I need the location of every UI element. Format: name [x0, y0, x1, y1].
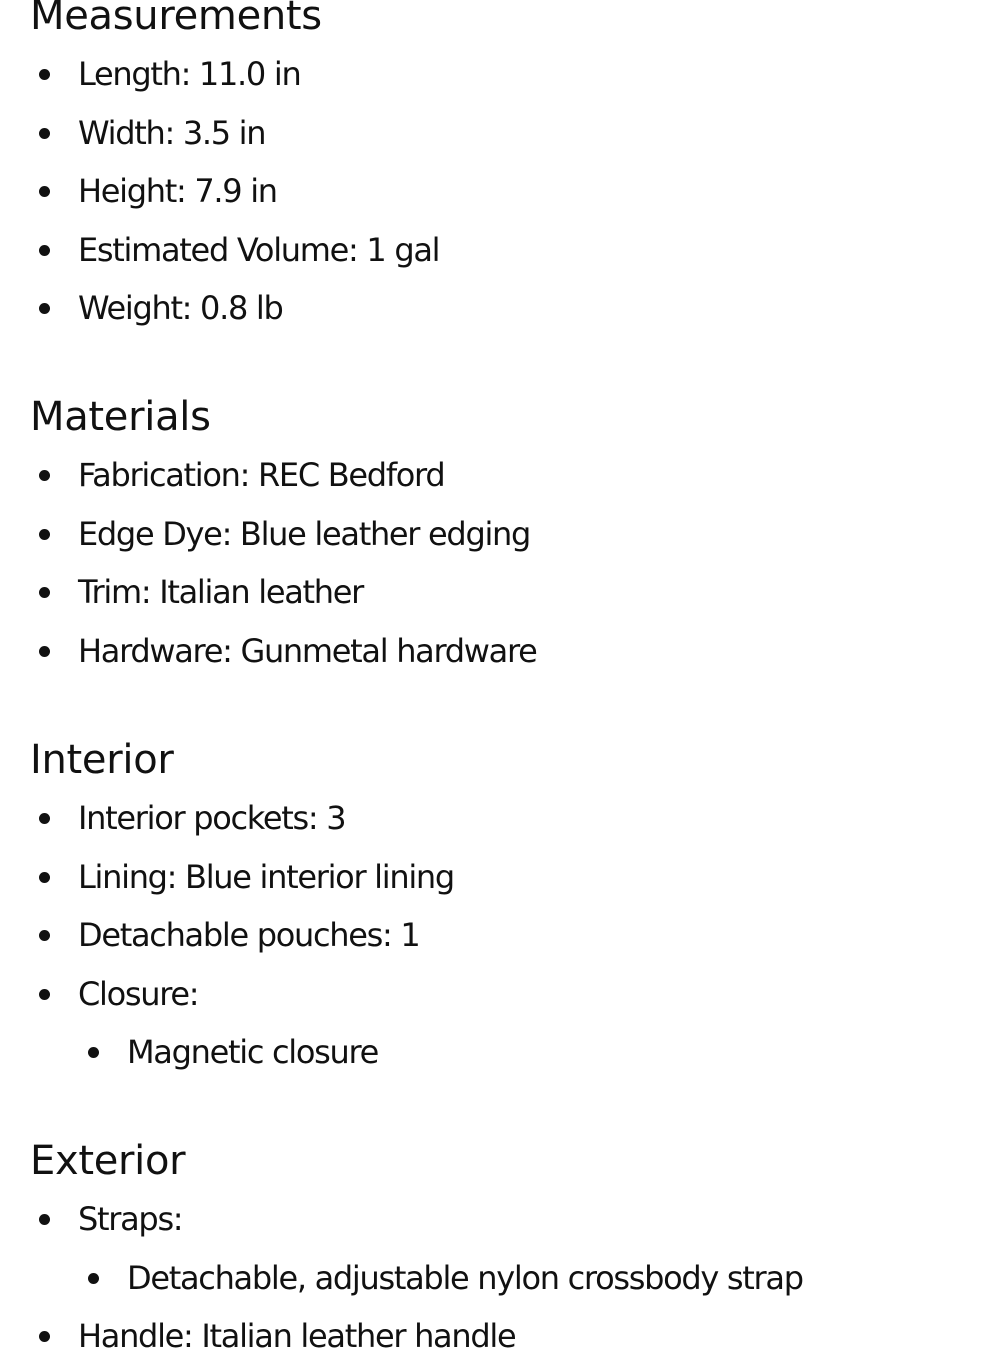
interior-closure: Closure:: [78, 974, 199, 1013]
bullet-icon: [39, 303, 50, 314]
bullet-icon: [39, 646, 50, 657]
interior-section: [30, 736, 970, 1082]
strap-detail: Detachable, adjustable nylon crossbody strap: [127, 1258, 803, 1297]
material-trim: Trim: Italian leather: [78, 573, 364, 611]
measurement-height: Height: 7.9 in: [78, 172, 277, 210]
interior-pockets: Interior pockets: 3: [78, 799, 346, 837]
list-item: [30, 1307, 970, 1366]
bullet-icon: [88, 1273, 99, 1284]
bullet-icon: [39, 1214, 50, 1225]
list-item: [30, 104, 970, 163]
bullet-icon: [39, 245, 50, 256]
list-item: [30, 789, 970, 848]
list-item: [30, 848, 970, 907]
materials-list: [30, 446, 970, 680]
list-item: [30, 965, 970, 1024]
materials-heading: Materials: [30, 394, 211, 440]
exterior-heading: Exterior: [30, 1138, 186, 1184]
bullet-icon: [39, 186, 50, 197]
measurement-length: Length: 11.0 in: [78, 55, 301, 93]
list-item: [30, 446, 970, 505]
measurements-list: [30, 45, 970, 338]
bullet-icon: [39, 872, 50, 883]
bullet-icon: [88, 1047, 99, 1058]
closure-detail: Magnetic closure: [127, 1033, 379, 1071]
bullet-icon: [39, 470, 50, 481]
list-item: [30, 906, 970, 965]
bullet-icon: [39, 930, 50, 941]
list-item: [30, 45, 970, 104]
interior-heading: Interior: [30, 737, 174, 783]
bullet-icon: [39, 529, 50, 540]
material-edge-dye: Edge Dye: Blue leather edging: [78, 514, 531, 553]
exterior-list: [30, 1190, 970, 1366]
interior-lining: Lining: Blue interior lining: [78, 857, 454, 896]
material-fabrication: Fabrication: REC Bedford: [78, 456, 445, 494]
bullet-icon: [39, 69, 50, 80]
bullet-icon: [39, 813, 50, 824]
list-item: [30, 162, 970, 221]
exterior-handle: Handle: Italian leather handle: [78, 1317, 516, 1355]
measurement-weight: Weight: 0.8 lb: [78, 289, 283, 327]
materials-section: [30, 393, 970, 680]
measurements-section: [30, 0, 970, 338]
list-item: [30, 279, 970, 338]
bullet-icon: [39, 989, 50, 1000]
measurements-heading: Measurements: [30, 0, 322, 39]
list-item: [30, 1023, 970, 1082]
bullet-icon: [39, 128, 50, 139]
list-item: [30, 563, 970, 622]
list-item: [30, 622, 970, 681]
interior-pouches: Detachable pouches: 1: [78, 916, 420, 954]
list-item: [30, 505, 970, 564]
list-item: [30, 1190, 970, 1249]
measurement-volume: Estimated Volume: 1 gal: [78, 230, 440, 269]
material-hardware: Hardware: Gunmetal hardware: [78, 631, 537, 670]
exterior-straps: Straps:: [78, 1200, 183, 1238]
exterior-section: [30, 1137, 970, 1366]
list-item: [30, 221, 970, 280]
list-item: [30, 1249, 970, 1308]
bullet-icon: [39, 587, 50, 598]
measurement-width: Width: 3.5 in: [78, 113, 266, 152]
interior-list: [30, 789, 970, 1082]
